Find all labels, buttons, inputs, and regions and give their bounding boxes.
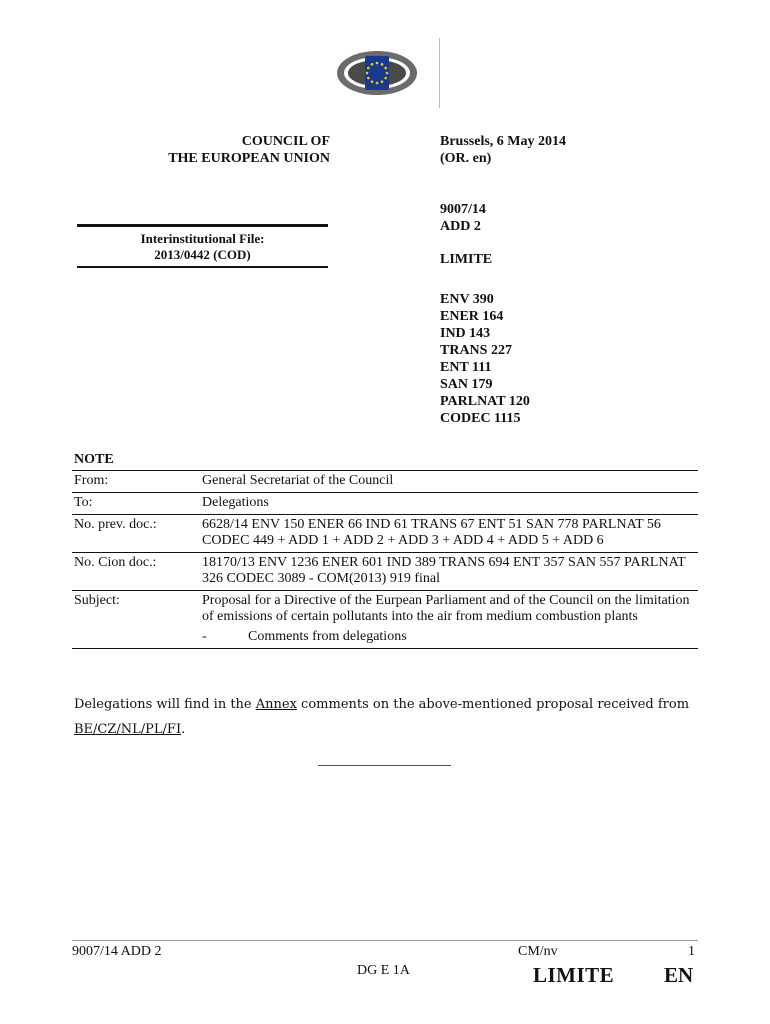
row-key-prev-doc: No. prev. doc.: xyxy=(74,517,157,532)
table-row xyxy=(72,492,698,514)
place-date-block xyxy=(440,133,566,167)
row-value-subject xyxy=(202,593,698,645)
table-row xyxy=(72,514,698,552)
subject-dash: - xyxy=(202,629,207,644)
end-separator xyxy=(318,765,451,766)
doc-number: 9007/14 xyxy=(440,202,486,217)
place-date: Brussels, 6 May 2014 xyxy=(440,134,566,149)
note-table xyxy=(72,470,698,649)
emblem-star-icon xyxy=(366,72,369,75)
row-key-from: From: xyxy=(74,473,109,488)
row-key-subject: Subject: xyxy=(74,593,120,608)
footer-divider xyxy=(72,940,698,941)
subject-sub-item xyxy=(202,629,698,645)
subject-text: Proposal for a Directive of the Eurpean Parliament and of the Council on the limitation of emissions of certain pollutants into the air from medium combustion plants xyxy=(202,593,690,624)
subject-codes xyxy=(440,291,530,427)
emblem-star-icon xyxy=(371,63,374,66)
footer-language: EN xyxy=(664,963,694,987)
emblem-star-icon xyxy=(381,80,384,83)
footer-page-number: 1 xyxy=(688,944,695,959)
emblem-star-icon xyxy=(376,62,379,65)
body-text-2: comments on the above-mentioned proposal received from xyxy=(296,697,690,712)
eu-council-logo xyxy=(330,38,440,108)
classification: LIMITE xyxy=(440,252,493,267)
council-line-1: COUNCIL OF xyxy=(241,134,330,149)
table-row xyxy=(72,552,698,590)
code-line: ENT 111 xyxy=(440,360,492,375)
delegations-list: BE/CZ/NL/PL/FI xyxy=(74,722,182,737)
code-line: IND 143 xyxy=(440,326,491,341)
council-name xyxy=(120,133,330,167)
emblem-star-icon xyxy=(384,67,387,70)
body-paragraph xyxy=(74,692,704,742)
code-line: ENV 390 xyxy=(440,292,494,307)
footer-dg: DG E 1A xyxy=(357,963,410,978)
row-key-cion-doc: No. Cion doc.: xyxy=(74,555,157,570)
code-line: TRANS 227 xyxy=(440,343,512,358)
body-text-3: . xyxy=(181,722,186,737)
row-value-cion-doc: 18170/13 ENV 1236 ENER 601 IND 389 TRANS 694 ENT 357 SAN 557 PARLNAT 326 CODEC 3089 - COM(2013) 919 final xyxy=(202,555,686,586)
row-value-from: General Secretariat of the Council xyxy=(202,473,394,488)
code-line: PARLNAT 120 xyxy=(440,394,530,409)
emblem-star-icon xyxy=(367,67,370,70)
footer-classification: LIMITE xyxy=(533,963,615,987)
emblem-star-icon xyxy=(371,80,374,83)
subject-sub-text: Comments from delegations xyxy=(248,629,407,644)
emblem-star-icon xyxy=(367,77,370,80)
interinstitutional-file-label: Interinstitutional File: xyxy=(140,231,265,246)
council-line-2: THE EUROPEAN UNION xyxy=(168,151,330,166)
table-row xyxy=(72,471,698,492)
code-line: SAN 179 xyxy=(440,377,493,392)
logo-divider xyxy=(439,38,440,108)
footer-doc-ref: 9007/14 ADD 2 xyxy=(72,944,162,959)
code-line: ENER 164 xyxy=(440,309,504,324)
note-heading: NOTE xyxy=(74,452,114,467)
emblem-star-icon xyxy=(376,82,379,85)
code-line: CODEC 1115 xyxy=(440,411,521,426)
addendum: ADD 2 xyxy=(440,219,481,234)
row-value-to: Delegations xyxy=(202,495,269,510)
interinstitutional-file-value: 2013/0442 (COD) xyxy=(154,247,251,262)
original-language: (OR. en) xyxy=(440,151,492,166)
annex-link: Annex xyxy=(255,697,297,712)
emblem-star-icon xyxy=(384,77,387,80)
footer-initials: CM/nv xyxy=(518,944,558,959)
row-value-prev-doc: 6628/14 ENV 150 ENER 66 IND 61 TRANS 67 ENT 51 SAN 778 PARLNAT 56 CODEC 449 + ADD 1 + ADD 2 + ADD 3 + ADD 4 + ADD 5 + ADD 6 xyxy=(202,517,661,548)
table-row xyxy=(72,590,698,648)
body-text-1: Delegations will find in the xyxy=(74,697,256,712)
doc-number-block xyxy=(440,201,486,235)
emblem-star-icon xyxy=(386,72,389,75)
eu-council-emblem-icon xyxy=(330,38,440,108)
row-key-to: To: xyxy=(74,495,93,510)
emblem-star-icon xyxy=(381,63,384,66)
interinstitutional-file-box xyxy=(77,224,328,268)
